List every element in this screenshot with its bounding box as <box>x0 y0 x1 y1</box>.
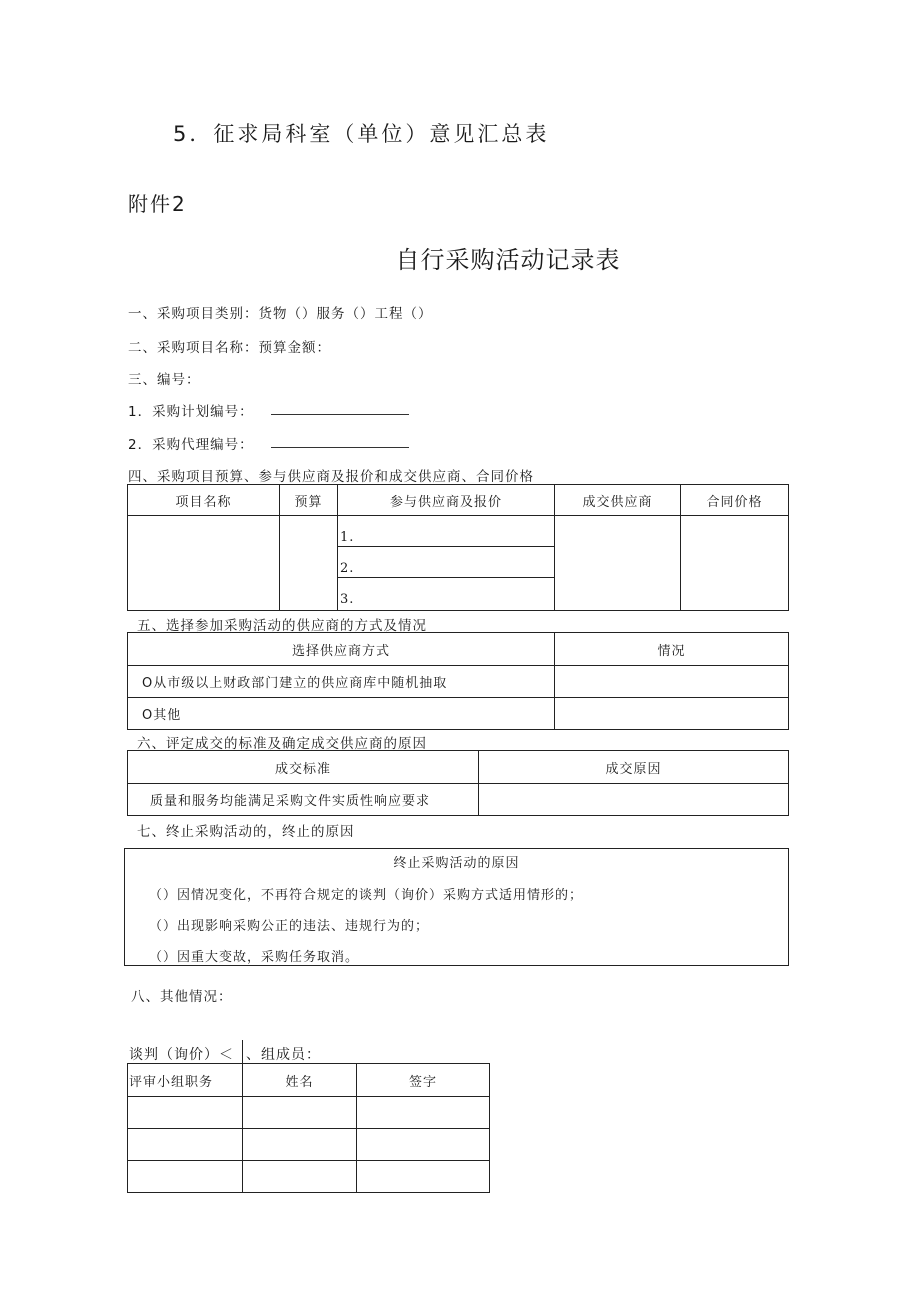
col-header-panel-role: 评审小组职务 <box>128 1064 243 1097</box>
award-standard-cell[interactable]: 质量和服务均能满足采购文件实质性响应要求 <box>128 784 479 816</box>
option-random-selection[interactable]: O从市级以上财政部门建立的供应商库中随机抽取 <box>128 666 555 698</box>
number-line: 三、编号： <box>128 372 201 388</box>
section7-heading: 七、终止采购活动的，终止的原因 <box>137 824 355 840</box>
contract-price-cell[interactable] <box>681 516 789 611</box>
budget-supplier-table <box>127 484 789 611</box>
project-name-cell[interactable] <box>128 516 280 611</box>
page-title: 自行采购活动记录表 <box>395 246 621 274</box>
termination-reason-3[interactable]: （）因重大变故，采购任务取消。 <box>149 950 360 965</box>
supplier-selection-table <box>127 632 789 730</box>
section5-heading: 五、选择参加采购活动的供应商的方式及情况 <box>137 618 427 634</box>
option-other[interactable]: O其他 <box>128 698 555 730</box>
budget-cell[interactable] <box>280 516 338 611</box>
col-header-winning-supplier: 成交供应商 <box>555 485 681 516</box>
col-header-selection-method: 选择供应商方式 <box>128 633 555 666</box>
review-panel-table <box>127 1063 490 1193</box>
agency-number-line: 2．采购代理编号： <box>128 437 254 453</box>
panel-signature-cell[interactable] <box>357 1097 490 1129</box>
panel-signature-cell[interactable] <box>357 1129 490 1161</box>
section8-heading: 八、其他情况： <box>131 989 233 1005</box>
agency-number-field[interactable] <box>271 447 409 448</box>
panel-name-cell[interactable] <box>243 1161 357 1193</box>
col-header-contract-price: 合同价格 <box>681 485 789 516</box>
panel-role-cell[interactable] <box>128 1161 243 1193</box>
project-name-line: 二、采购项目名称：预算金额： <box>128 340 331 356</box>
plan-number-line: 1．采购计划编号： <box>128 404 254 420</box>
termination-reasons-box <box>124 848 789 966</box>
winning-supplier-cell[interactable] <box>555 516 681 611</box>
plan-number-field[interactable] <box>271 414 409 415</box>
bid-row-3[interactable]: 3. <box>340 592 355 607</box>
termination-reason-2[interactable]: （）出现影响采购公正的违法、违规行为的； <box>149 919 430 934</box>
col-header-budget: 预算 <box>280 485 338 516</box>
panel-label-left: 谈判（询价）＜ <box>129 1047 234 1063</box>
situation-cell-2[interactable] <box>555 698 789 730</box>
section-heading: 5．征求局科室（单位）意见汇总表 <box>173 122 550 146</box>
termination-box-title: 终止采购活动的原因 <box>393 856 520 871</box>
col-header-name: 姓名 <box>243 1064 357 1097</box>
award-reason-cell[interactable] <box>479 784 789 816</box>
section4-heading: 四、采购项目预算、参与供应商及报价和成交供应商、合同价格 <box>128 469 534 485</box>
situation-cell-1[interactable] <box>555 666 789 698</box>
termination-reason-1[interactable]: （）因情况变化，不再符合规定的谈判（询价）采购方式适用情形的； <box>149 888 584 903</box>
bid-row-1[interactable]: 1. <box>338 516 554 547</box>
col-header-situation: 情况 <box>555 633 789 666</box>
procurement-category-line: 一、采购项目类别：货物（）服务（）工程（） <box>128 306 433 322</box>
col-header-suppliers-quotes: 参与供应商及报价 <box>338 485 555 516</box>
bid-row-2[interactable]: 2. <box>338 547 554 578</box>
panel-label-divider <box>242 1040 243 1064</box>
panel-role-cell[interactable] <box>128 1129 243 1161</box>
col-header-project-name: 项目名称 <box>128 485 280 516</box>
col-header-signature: 签字 <box>357 1064 490 1097</box>
panel-signature-cell[interactable] <box>357 1161 490 1193</box>
award-criteria-table <box>127 750 789 816</box>
panel-name-cell[interactable] <box>243 1129 357 1161</box>
panel-label-right: 、组成员： <box>246 1047 321 1063</box>
panel-name-cell[interactable] <box>243 1097 357 1129</box>
section6-heading: 六、评定成交的标准及确定成交供应商的原因 <box>137 736 427 752</box>
col-header-award-standard: 成交标准 <box>128 751 479 784</box>
annex-label: 附件2 <box>128 192 187 216</box>
panel-role-cell[interactable] <box>128 1097 243 1129</box>
col-header-award-reason: 成交原因 <box>479 751 789 784</box>
bids-cell <box>338 516 555 611</box>
